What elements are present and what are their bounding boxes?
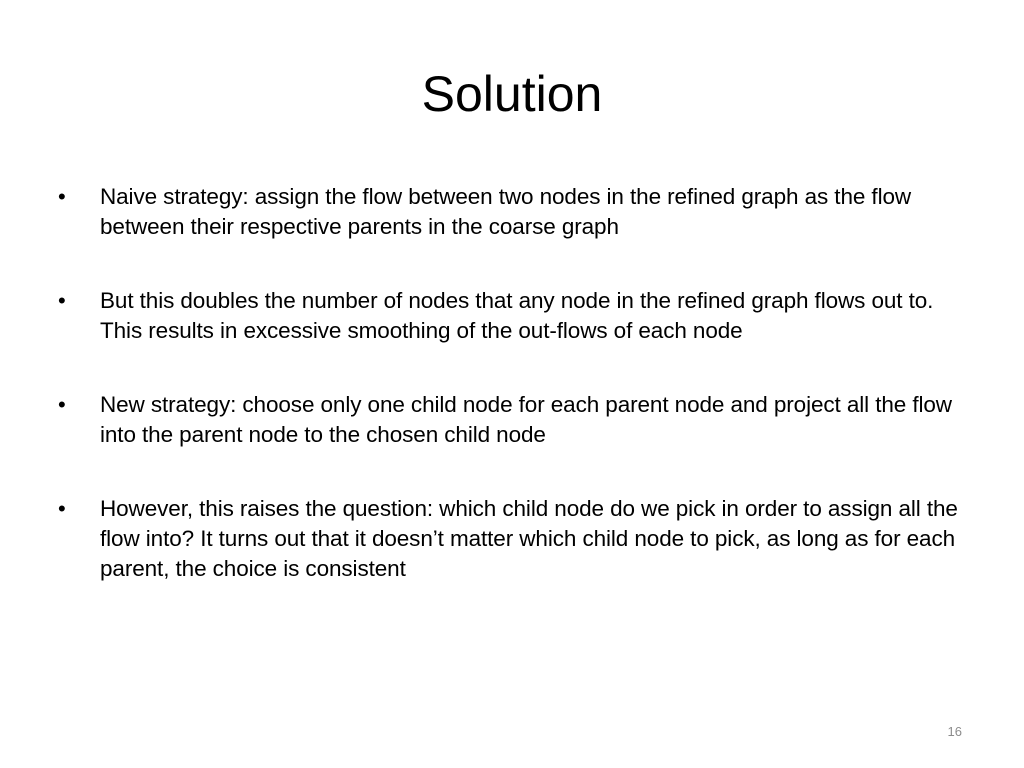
bullet-text: New strategy: choose only one child node for each parent node and project all the flow into the parent node to the chosen child node (100, 392, 952, 447)
bullet-text: But this doubles the number of nodes that any node in the refined graph flows out to. This results in excessive smoothing of the out-flows of each node (100, 288, 934, 343)
bullet-marker: • (58, 496, 66, 521)
bullet-item (58, 494, 970, 584)
bullet-marker: • (58, 392, 66, 417)
bullet-marker: • (58, 288, 66, 313)
bullet-item (58, 182, 970, 242)
bullet-text: Naive strategy: assign the flow between two nodes in the refined graph as the flow between their respective parents in the coarse graph (100, 184, 912, 239)
slide-number: 16 (947, 724, 962, 739)
slide-title: Solution (421, 66, 603, 122)
bullet-marker: • (58, 184, 66, 209)
bullet-item (58, 390, 970, 450)
bullet-item (58, 286, 970, 346)
bullet-text: However, this raises the question: which child node do we pick in order to assign all the flow into? It turns out that it doesn’t matter which child node to pick, as long as for each parent, the choice is consistent (100, 496, 958, 581)
bullet-list (58, 182, 970, 584)
